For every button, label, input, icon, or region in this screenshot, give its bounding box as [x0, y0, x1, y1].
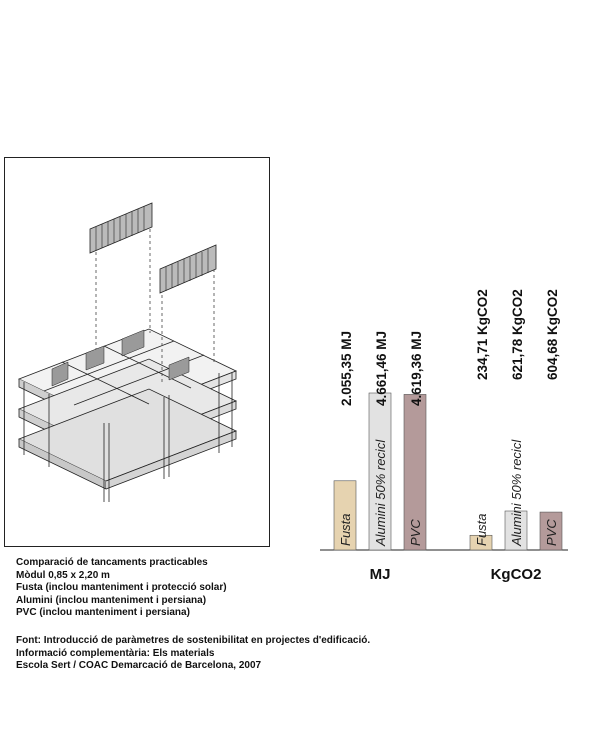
source-line: Font: Introducció de paràmetres de sostenibilitat en projectes d'edificació. [16, 635, 371, 646]
caption-line: PVC (inclou manteniment i persiana) [16, 607, 190, 618]
bar-value-label: 4.661,46 MJ [374, 330, 389, 406]
group-axis-label: KgCO2 [490, 566, 542, 583]
building-illustration [4, 157, 270, 547]
caption-line: Comparació de tancaments practicables [16, 557, 208, 568]
caption-line: Alumini (inclou manteniment i persiana) [16, 594, 207, 606]
bar-category-label: Alumini 50% recicl [373, 439, 388, 546]
bar-value-label: 234,71 KgCO2 [475, 289, 490, 380]
bar-value-label: 2.055,35 MJ [339, 330, 354, 406]
caption-line: Mòdul 0,85 x 2,20 m [16, 569, 110, 581]
bar-chart [300, 250, 600, 590]
bar-value-label: 4.619,36 MJ [409, 330, 424, 406]
bar-value-label: 604,68 KgCO2 [545, 289, 560, 380]
bar-category-label: Alumini 50% recicl [509, 439, 524, 546]
group-axis-label: MJ [369, 566, 391, 583]
source-line: Escola Sert / COAC Demarcació de Barcelona, 2007 [16, 660, 262, 671]
caption-line: Fusta (inclou manteniment i protecció solar) [16, 582, 227, 593]
source-line: Informació complementària: Els materials [16, 647, 215, 659]
bar-value-label: 621,78 KgCO2 [510, 289, 525, 380]
bar-category-label: Fusta [338, 513, 353, 546]
bar-category-label: Fusta [474, 513, 489, 546]
bar-category-label: PVC [408, 519, 423, 546]
source-caption [16, 635, 370, 673]
bar-category-label: PVC [544, 519, 559, 546]
chart-caption [16, 557, 227, 620]
